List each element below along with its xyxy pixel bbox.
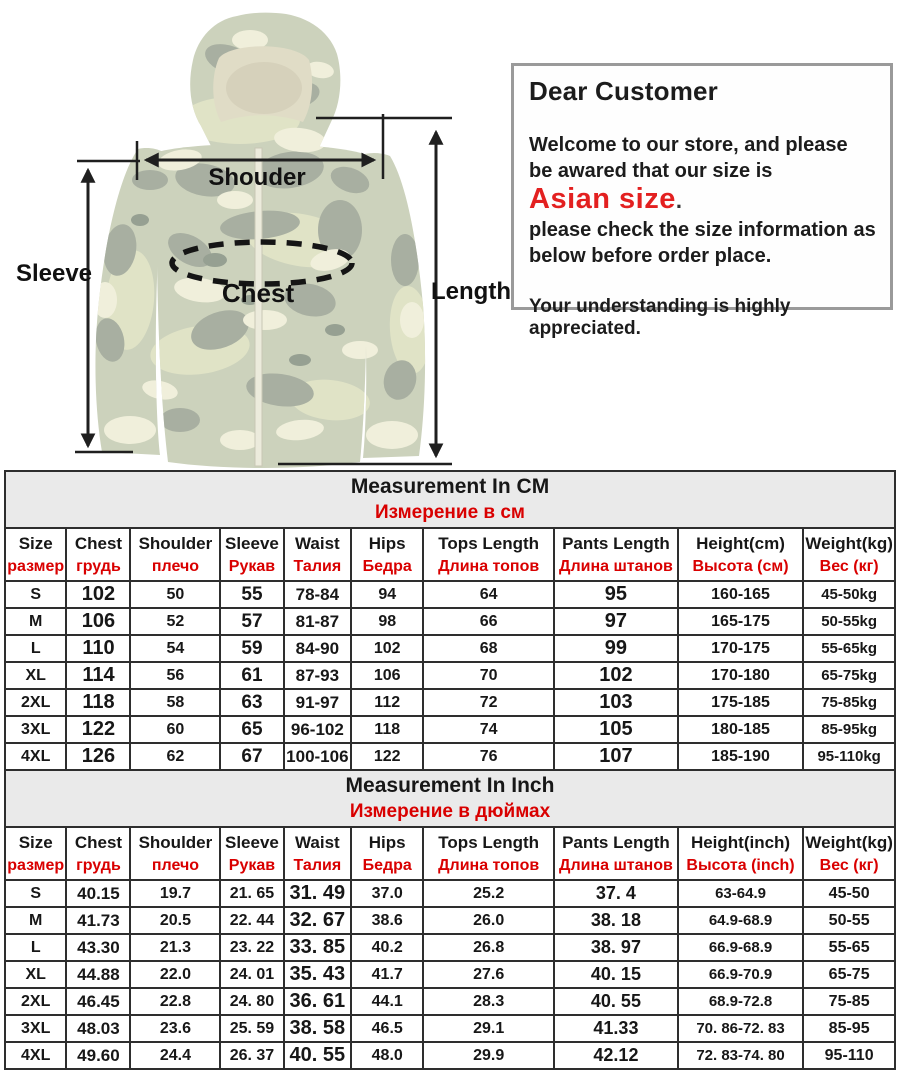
size-cell: 110 — [66, 635, 130, 662]
column-header — [803, 827, 895, 880]
size-row — [5, 907, 895, 934]
column-header — [284, 827, 352, 880]
size-cell: 175-185 — [678, 689, 803, 716]
size-cell: 48.0 — [351, 1042, 423, 1069]
column-header-en: Chest — [74, 833, 123, 852]
length-label: Length — [431, 278, 510, 305]
size-cell: 63-64.9 — [678, 880, 803, 907]
column-header-ru: Вес (кг) — [819, 857, 879, 874]
size-cell: 24. 80 — [220, 988, 283, 1015]
size-row — [5, 880, 895, 907]
size-cell: 85-95kg — [803, 716, 895, 743]
size-cell: 72 — [423, 689, 554, 716]
size-cell: 25. 59 — [220, 1015, 283, 1042]
inch-table-title — [5, 770, 895, 827]
column-header-en: Weight(kg) — [805, 534, 893, 553]
size-cell: 33. 85 — [284, 934, 352, 961]
size-cell: 66.9-68.9 — [678, 934, 803, 961]
column-header — [351, 528, 423, 581]
size-row — [5, 635, 895, 662]
size-cell: 27.6 — [423, 961, 554, 988]
column-header-ru: Рукав — [228, 558, 276, 575]
size-cell: 40. 55 — [554, 988, 678, 1015]
size-cell: 85-95 — [803, 1015, 895, 1042]
sleeve-label: Sleeve — [15, 260, 93, 287]
size-cell: 49.60 — [66, 1042, 130, 1069]
column-header-ru: Длина топов — [438, 558, 540, 575]
size-cell: 19.7 — [130, 880, 220, 907]
size-cell: S — [5, 581, 66, 608]
size-cell: 20.5 — [130, 907, 220, 934]
column-header — [66, 528, 130, 581]
size-cell: 95-110 — [803, 1042, 895, 1069]
column-header — [423, 528, 554, 581]
size-cell: 102 — [66, 581, 130, 608]
size-cell: 65-75kg — [803, 662, 895, 689]
size-cell: 84-90 — [284, 635, 352, 662]
size-cell: 28.3 — [423, 988, 554, 1015]
size-cell: S — [5, 880, 66, 907]
size-cell: 55 — [220, 581, 283, 608]
size-cell: 26. 37 — [220, 1042, 283, 1069]
notice-line: be awared that our size is — [529, 160, 773, 182]
size-cell: 78-84 — [284, 581, 352, 608]
size-cell: 40. 55 — [284, 1042, 352, 1069]
column-header-en: Shoulder — [138, 534, 213, 553]
column-header-ru: Талия — [293, 558, 342, 575]
size-row — [5, 961, 895, 988]
column-header — [5, 528, 66, 581]
column-header — [678, 528, 803, 581]
size-cell: 100-106 — [284, 743, 352, 770]
size-cell: 122 — [351, 743, 423, 770]
chest-label: Chest — [221, 278, 295, 308]
size-cell: 50 — [130, 581, 220, 608]
size-cell: 122 — [66, 716, 130, 743]
shoulder-label: Shouder — [208, 164, 306, 191]
size-cell: 38. 97 — [554, 934, 678, 961]
size-cell: 46.5 — [351, 1015, 423, 1042]
size-cell: 96-102 — [284, 716, 352, 743]
size-cell: 81-87 — [284, 608, 352, 635]
column-header — [423, 827, 554, 880]
inch-table — [4, 769, 896, 1070]
size-cell: 4XL — [5, 1042, 66, 1069]
size-cell: 60 — [130, 716, 220, 743]
size-cell: 97 — [554, 608, 678, 635]
inch-table-body — [5, 880, 895, 1069]
column-header — [5, 827, 66, 880]
cm-table-header-row — [5, 528, 895, 581]
cm-title-ru: Измерение в см — [374, 502, 525, 523]
size-cell: 22. 44 — [220, 907, 283, 934]
size-cell: 180-185 — [678, 716, 803, 743]
size-cell: 62 — [130, 743, 220, 770]
size-row — [5, 581, 895, 608]
cm-table — [4, 470, 896, 771]
size-cell: 67 — [220, 743, 283, 770]
size-cell: 74 — [423, 716, 554, 743]
size-cell: 94 — [351, 581, 423, 608]
size-cell: 66.9-70.9 — [678, 961, 803, 988]
size-cell: 170-180 — [678, 662, 803, 689]
column-header-en: Pants Length — [562, 833, 670, 852]
size-cell: M — [5, 608, 66, 635]
size-cell: 36. 61 — [284, 988, 352, 1015]
size-cell: 95-110kg — [803, 743, 895, 770]
size-cell: 52 — [130, 608, 220, 635]
size-cell: 65-75 — [803, 961, 895, 988]
size-row — [5, 716, 895, 743]
size-cell: 61 — [220, 662, 283, 689]
asian-size-line — [529, 184, 876, 217]
column-header-en: Tops Length — [438, 833, 540, 852]
size-cell: 38.6 — [351, 907, 423, 934]
size-cell: 55-65 — [803, 934, 895, 961]
column-header — [284, 528, 352, 581]
size-cell: 40. 15 — [554, 961, 678, 988]
size-cell: L — [5, 635, 66, 662]
size-cell: 42.12 — [554, 1042, 678, 1069]
size-row — [5, 662, 895, 689]
size-cell: 59 — [220, 635, 283, 662]
size-row — [5, 743, 895, 770]
size-cell: 40.2 — [351, 934, 423, 961]
size-cell: 105 — [554, 716, 678, 743]
column-header-ru: Вес (кг) — [819, 558, 879, 575]
size-cell: 32. 67 — [284, 907, 352, 934]
column-header-en: Hips — [368, 833, 406, 852]
size-cell: 43.30 — [66, 934, 130, 961]
column-header-en: Weight(kg) — [805, 833, 893, 852]
column-header-ru: Бедра — [362, 558, 412, 575]
column-header — [554, 827, 678, 880]
size-cell: 63 — [220, 689, 283, 716]
size-cell: 70 — [423, 662, 554, 689]
size-cell: 40.15 — [66, 880, 130, 907]
size-cell: 106 — [66, 608, 130, 635]
size-cell: 106 — [351, 662, 423, 689]
column-header-en: Pants Length — [562, 534, 670, 553]
column-header-ru: плечо — [151, 558, 200, 575]
size-cell: 4XL — [5, 743, 66, 770]
size-cell: XL — [5, 662, 66, 689]
size-cell: 76 — [423, 743, 554, 770]
jacket-illustration — [0, 0, 510, 470]
column-header — [130, 827, 220, 880]
size-cell: 26.0 — [423, 907, 554, 934]
inch-table-title-row — [5, 770, 895, 827]
size-cell: XL — [5, 961, 66, 988]
size-cell: 185-190 — [678, 743, 803, 770]
notice-line: Welcome to our store, and please — [529, 134, 848, 156]
size-cell: 126 — [66, 743, 130, 770]
size-cell: 25.2 — [423, 880, 554, 907]
inch-title-ru: Измерение в дюймах — [349, 801, 551, 822]
size-cell: 38. 18 — [554, 907, 678, 934]
customer-notice-box — [511, 63, 893, 339]
size-row — [5, 934, 895, 961]
size-cell: 66 — [423, 608, 554, 635]
notice-title: Dear Customer — [529, 76, 718, 106]
column-header-ru: грудь — [76, 558, 121, 575]
size-cell: 50-55kg — [803, 608, 895, 635]
size-cell: L — [5, 934, 66, 961]
measurement-tables — [4, 470, 896, 1070]
column-header-en: Shoulder — [138, 833, 213, 852]
column-header-ru: Высота (см) — [692, 558, 789, 575]
column-header-en: Waist — [295, 833, 340, 852]
column-header-ru: Высота (inch) — [686, 857, 795, 874]
column-header — [220, 528, 283, 581]
size-cell: 26.8 — [423, 934, 554, 961]
column-header — [66, 827, 130, 880]
size-row — [5, 1042, 895, 1069]
size-cell: 91-97 — [284, 689, 352, 716]
column-header-ru: размер — [7, 558, 65, 575]
size-cell: 35. 43 — [284, 961, 352, 988]
size-cell: 50-55 — [803, 907, 895, 934]
column-header — [554, 528, 678, 581]
size-cell: 21. 65 — [220, 880, 283, 907]
size-cell: 41.73 — [66, 907, 130, 934]
size-cell: 45-50 — [803, 880, 895, 907]
jacket-diagram — [0, 0, 510, 470]
size-cell: 103 — [554, 689, 678, 716]
column-header-en: Size — [18, 833, 53, 852]
size-cell: 24. 01 — [220, 961, 283, 988]
column-header-ru: Длина топов — [438, 857, 540, 874]
size-cell: 70. 86-72. 83 — [678, 1015, 803, 1042]
size-cell: 112 — [351, 689, 423, 716]
size-cell: 29.1 — [423, 1015, 554, 1042]
size-cell: 55-65kg — [803, 635, 895, 662]
size-cell: 72. 83-74. 80 — [678, 1042, 803, 1069]
column-header — [130, 528, 220, 581]
size-cell: 118 — [66, 689, 130, 716]
column-header-en: Waist — [295, 534, 340, 553]
column-header-en: Tops Length — [438, 534, 540, 553]
size-cell: 102 — [351, 635, 423, 662]
size-cell: 75-85 — [803, 988, 895, 1015]
size-cell: 37.0 — [351, 880, 423, 907]
size-row — [5, 988, 895, 1015]
size-cell: 21.3 — [130, 934, 220, 961]
size-cell: M — [5, 907, 66, 934]
column-header-ru: Бедра — [362, 857, 412, 874]
size-cell: 22.8 — [130, 988, 220, 1015]
column-header — [678, 827, 803, 880]
size-cell: 22.0 — [130, 961, 220, 988]
asian-size-punct: . — [675, 188, 682, 213]
size-cell: 3XL — [5, 716, 66, 743]
column-header-ru: Рукав — [228, 857, 276, 874]
column-header — [803, 528, 895, 581]
asian-size-highlight: Asian size — [529, 183, 676, 215]
column-header-en: Chest — [74, 534, 123, 553]
size-cell: 41.7 — [351, 961, 423, 988]
column-header-ru: Талия — [293, 857, 342, 874]
cm-table-body — [5, 581, 895, 770]
size-cell: 23. 22 — [220, 934, 283, 961]
notice-line: please check the size information as — [529, 219, 876, 241]
size-cell: 64 — [423, 581, 554, 608]
size-cell: 114 — [66, 662, 130, 689]
size-cell: 2XL — [5, 988, 66, 1015]
size-cell: 48.03 — [66, 1015, 130, 1042]
size-cell: 160-165 — [678, 581, 803, 608]
hood-lining-shade — [226, 62, 302, 114]
inch-title-en: Measurement In Inch — [345, 774, 555, 797]
column-header-ru: Длина штанов — [559, 857, 673, 874]
column-header-ru: грудь — [76, 857, 121, 874]
size-row — [5, 608, 895, 635]
cm-title-en: Measurement In CM — [350, 475, 550, 498]
column-header-en: Height(cm) — [696, 534, 785, 553]
column-header — [220, 827, 283, 880]
cm-table-title — [5, 471, 895, 528]
size-cell: 57 — [220, 608, 283, 635]
size-cell: 38. 58 — [284, 1015, 352, 1042]
size-cell: 54 — [130, 635, 220, 662]
size-cell: 45-50kg — [803, 581, 895, 608]
size-cell: 29.9 — [423, 1042, 554, 1069]
size-cell: 68 — [423, 635, 554, 662]
column-header-ru: размер — [7, 857, 65, 874]
size-cell: 37. 4 — [554, 880, 678, 907]
inch-table-header-row — [5, 827, 895, 880]
size-cell: 170-175 — [678, 635, 803, 662]
size-cell: 65 — [220, 716, 283, 743]
column-header-ru: Длина штанов — [559, 558, 673, 575]
size-cell: 56 — [130, 662, 220, 689]
size-cell: 99 — [554, 635, 678, 662]
column-header-en: Sleeve — [225, 833, 279, 852]
size-row — [5, 1015, 895, 1042]
size-cell: 3XL — [5, 1015, 66, 1042]
column-header-en: Size — [18, 534, 53, 553]
cm-table-title-row — [5, 471, 895, 528]
size-cell: 87-93 — [284, 662, 352, 689]
size-cell: 23.6 — [130, 1015, 220, 1042]
notice-footer: Your understanding is highly appreciated. — [529, 296, 791, 339]
size-cell: 24.4 — [130, 1042, 220, 1069]
size-cell: 41.33 — [554, 1015, 678, 1042]
size-cell: 44.1 — [351, 988, 423, 1015]
size-cell: 2XL — [5, 689, 66, 716]
size-cell: 64.9-68.9 — [678, 907, 803, 934]
column-header-en: Height(inch) — [690, 833, 791, 852]
size-cell: 98 — [351, 608, 423, 635]
size-cell: 31. 49 — [284, 880, 352, 907]
column-header-en: Hips — [368, 534, 406, 553]
column-header-en: Sleeve — [225, 534, 279, 553]
size-cell: 46.45 — [66, 988, 130, 1015]
size-cell: 68.9-72.8 — [678, 988, 803, 1015]
size-row — [5, 689, 895, 716]
column-header-ru: плечо — [151, 857, 200, 874]
size-cell: 44.88 — [66, 961, 130, 988]
size-cell: 95 — [554, 581, 678, 608]
size-cell: 58 — [130, 689, 220, 716]
size-cell: 107 — [554, 743, 678, 770]
column-header — [351, 827, 423, 880]
size-cell: 118 — [351, 716, 423, 743]
size-cell: 165-175 — [678, 608, 803, 635]
notice-line: below before order place. — [529, 245, 772, 267]
size-cell: 75-85kg — [803, 689, 895, 716]
size-cell: 102 — [554, 662, 678, 689]
